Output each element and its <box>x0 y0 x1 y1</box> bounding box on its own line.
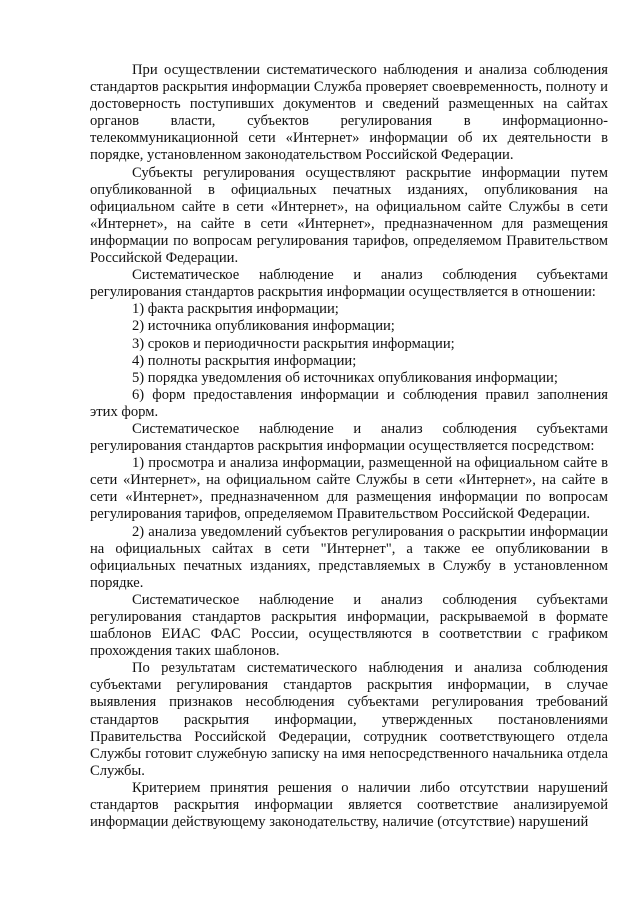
list-item: 1) просмотра и анализа информации, размещенной на официальном сайте в сети «Интернет», на официальном сайте Службы в сети «Интернет», на сайте в сети «Интернет», предназначенном для размещения информации по вопросам регулирования тарифов, определяемом Правительством Российской Федерации. <box>90 455 608 523</box>
paragraph-monitoring-scope: При осуществлении систематического наблюдения и анализа соблюдения стандартов раскрытия информации Служба проверяет своевременность, полноту и достоверность поступивших документов и сведений размещенных на сайтах органов власти, субъектов регулирования в информационно-телекоммуникационной сети «Интернет» информации об их деятельности в порядке, установленном законодательством Российской Федерации. <box>90 62 608 164</box>
list-item: 4) полноты раскрытия информации; <box>132 352 357 369</box>
paragraph-eias-templates: Систематическое наблюдение и анализ соблюдения субъектами регулирования стандартов раскрытия информации, раскрываемой в формате шаблонов ЕИАС ФАС России, осуществляются в соответствии с графиком прохождения таких шаблонов. <box>90 591 608 660</box>
list-item: 6) форм предоставления информации и соблюдения правил заполнения этих форм. <box>90 386 608 420</box>
list-item: 3) сроков и периодичности раскрытия информации; <box>132 335 455 352</box>
list-item: 2) анализа уведомлений субъектов регулирования о раскрытии информации на официальных сайтах в сети "Интернет", а также ее опубликовании в официальных печатных изданиях, представляемых в Службу в установленном порядке. <box>90 523 608 591</box>
paragraph-criterion: Критерием принятия решения о наличии либо отсутствии нарушений стандартов раскрытия информации является соответствие анализируемой информации действующему законодательству, наличие (отсутствие) нарушений <box>90 779 608 831</box>
list-item: 5) порядка уведомления об источниках опубликования информации; <box>132 369 558 386</box>
list-item: 1) факта раскрытия информации; <box>132 301 339 318</box>
paragraph-monitoring-subjects: Систематическое наблюдение и анализ соблюдения субъектами регулирования стандартов раскрытия информации осуществляется в отношении: <box>90 267 608 301</box>
document-page <box>90 62 608 831</box>
list-item: 2) источника опубликования информации; <box>132 318 395 335</box>
paragraph-monitoring-means: Систематическое наблюдение и анализ соблюдения субъектами регулирования стандартов раскрытия информации осуществляется посредством: <box>90 420 608 455</box>
paragraph-results: По результатам систематического наблюдения и анализа соблюдения субъектами регулирования стандартов раскрытия информации, в случае выявления признаков несоблюдения субъектами регулирования требований стандартов раскрытия информации, утвержденных постановлениями Правительства Российской Федерации, сотрудник соответствующего отдела Службы готовит служебную записку на имя непосредственного начальника отдела Службы. <box>90 660 608 779</box>
paragraph-disclosure-methods: Субъекты регулирования осуществляют раскрытие информации путем опубликованной в официальных печатных изданиях, опубликования на официальном сайте в сети «Интернет», на официальном сайте Службы в сети «Интернет», на сайте в сети «Интернет», предназначенном для размещения информации по вопросам регулирования тарифов, определяемом Правительством Российской Федерации. <box>90 164 608 267</box>
